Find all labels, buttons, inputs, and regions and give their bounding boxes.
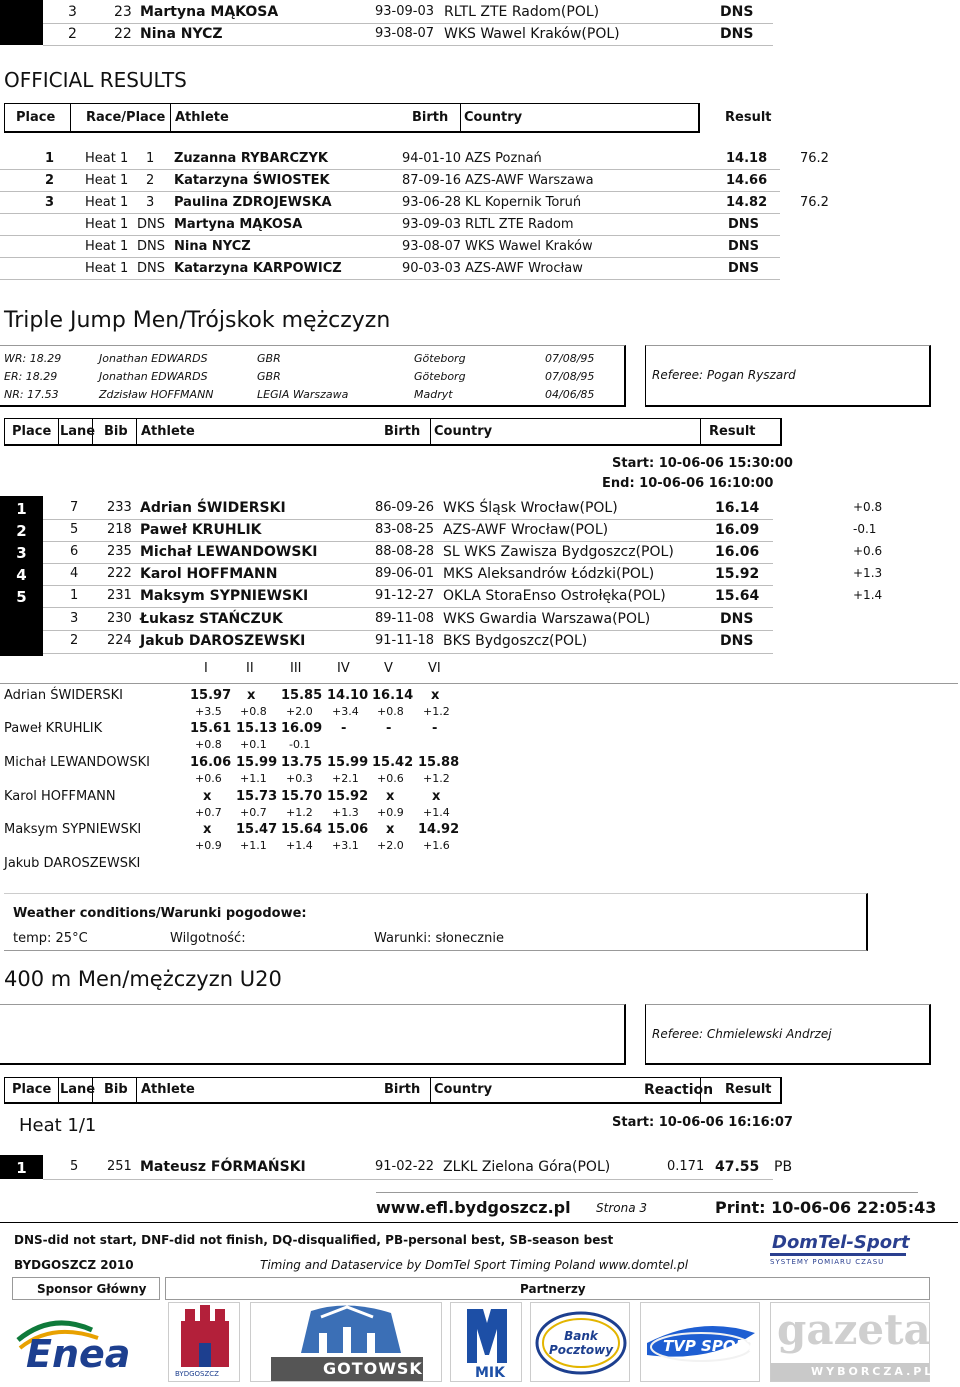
bib: 231 xyxy=(107,588,132,603)
round-label: I xyxy=(204,661,208,676)
footer-url[interactable]: www.efl.bydgoszcz.pl xyxy=(376,1198,571,1217)
birth: 93-09-03 xyxy=(375,4,435,19)
club: OKLA StoraEnso Ostrołęka(POL) xyxy=(443,588,666,604)
series-athlete: Paweł KRUHLIK xyxy=(4,721,103,736)
wind: +0.6 xyxy=(377,772,404,785)
athlete: Maksym SYPNIEWSKI xyxy=(140,588,309,604)
record-date: 07/08/95 xyxy=(545,370,595,383)
record-date: 07/08/95 xyxy=(545,352,595,365)
series-athlete: Karol HOFFMANN xyxy=(4,789,116,804)
bib: 22 xyxy=(114,26,132,42)
lane: 3 xyxy=(70,611,79,626)
athlete: Martyna MĄKOSA xyxy=(140,4,279,20)
place: 1 xyxy=(16,1159,27,1177)
lane: 6 xyxy=(70,544,79,559)
record-place: Göteborg xyxy=(414,352,466,365)
club: KL Kopernik Toruń xyxy=(465,195,582,210)
wind: +0.9 xyxy=(195,839,222,852)
bib: 224 xyxy=(107,633,132,648)
record-name: Jonathan EDWARDS xyxy=(99,370,208,383)
place: 4 xyxy=(16,566,27,584)
wind: +1.2 xyxy=(286,806,313,819)
wind: +1.3 xyxy=(332,806,359,819)
wind: +1.2 xyxy=(423,772,450,785)
mark: 16.14 xyxy=(372,688,414,703)
wind: +2.1 xyxy=(332,772,359,785)
race: Heat 1 xyxy=(85,151,129,166)
round-label: IV xyxy=(337,661,350,676)
athlete: Zuzanna RYBARCZYK xyxy=(174,151,328,166)
result: 47.55 xyxy=(715,1159,760,1175)
mark: 16.06 xyxy=(190,755,232,770)
mik-logo-text: MIK xyxy=(475,1365,505,1381)
club: WKS Wawel Kraków(POL) xyxy=(444,26,620,42)
tvp-sport-logo xyxy=(640,1302,760,1382)
club: ZLKL Zielona Góra(POL) xyxy=(443,1159,611,1175)
mark: x xyxy=(386,822,395,837)
tvp-sport-text: TVP SPORT xyxy=(663,1337,757,1355)
enea-logo-text: Enea xyxy=(26,1332,131,1376)
mark: x xyxy=(203,822,212,837)
birth: 88-08-28 xyxy=(375,544,435,559)
sponsor-label: Sponsor Główny xyxy=(37,1282,147,1296)
wind: +1.3 xyxy=(853,566,883,580)
lane: 2 xyxy=(68,26,77,42)
mark: 15.97 xyxy=(190,688,232,703)
place: 2 xyxy=(16,522,27,540)
weather-humidity: Wilgotność: xyxy=(170,931,246,946)
place: 3 xyxy=(16,544,27,562)
club: RLTL ZTE Radom xyxy=(465,217,574,232)
weather-temp: temp: 25°C xyxy=(13,931,88,946)
referee: Referee: Chmielewski Andrzej xyxy=(652,1027,832,1041)
bydgoszcz-crest-text: BYDGOSZCZ xyxy=(175,1370,219,1378)
athlete: Jakub DAROSZEWSKI xyxy=(140,633,306,649)
series-athlete: Jakub DAROSZEWSKI xyxy=(4,856,141,871)
club: WKS Wawel Kraków xyxy=(465,239,593,254)
bib: 235 xyxy=(107,544,132,559)
race-place: DNS xyxy=(137,261,165,276)
mark: 15.99 xyxy=(327,755,369,770)
round-label: V xyxy=(384,661,393,676)
race-place: DNS xyxy=(137,217,165,232)
bib: 218 xyxy=(107,522,132,537)
print-time: Print: 10-06-06 22:05:43 xyxy=(715,1198,937,1217)
record-place: Madryt xyxy=(414,388,453,401)
lane: 5 xyxy=(70,1159,79,1174)
wind: +1.4 xyxy=(423,806,450,819)
col-result: Result xyxy=(725,110,772,125)
result: DNS xyxy=(720,4,754,20)
record-date: 04/06/85 xyxy=(545,388,595,401)
heat-title: Heat 1/1 xyxy=(19,1115,97,1136)
end-time: End: 10-06-06 16:10:00 xyxy=(602,476,774,491)
birth: 93-08-07 xyxy=(375,26,435,41)
col-athlete: Athlete xyxy=(141,1082,195,1097)
place: 5 xyxy=(16,588,27,606)
partners-label: Partnerzy xyxy=(520,1282,586,1296)
result: DNS xyxy=(728,217,760,232)
birth: 93-09-03 xyxy=(402,217,462,232)
section-title: Triple Jump Men/Trójskok mężczyzn xyxy=(4,308,391,333)
wind: +0.3 xyxy=(286,772,313,785)
wind: +3.5 xyxy=(195,705,222,718)
athlete: Nina NYCZ xyxy=(174,239,251,254)
birth: 90-03-03 xyxy=(402,261,462,276)
wind: +0.6 xyxy=(195,772,222,785)
mark: 16.09 xyxy=(281,721,323,736)
result: 14.66 xyxy=(726,173,768,188)
extra: 76.2 xyxy=(800,195,829,210)
mark: - xyxy=(432,721,438,736)
mark: 15.64 xyxy=(281,822,323,837)
bib: 23 xyxy=(114,4,132,20)
mark: 15.47 xyxy=(236,822,278,837)
timing-credit: Timing and Dataservice by DomTel Sport Timing Poland www.domtel.pl xyxy=(260,1258,689,1272)
result: DNS xyxy=(728,261,760,276)
wind: +0.8 xyxy=(853,500,883,514)
wind: -0.1 xyxy=(289,738,311,751)
place: 3 xyxy=(45,195,55,210)
wind: +1.2 xyxy=(423,705,450,718)
race-place: 1 xyxy=(146,151,155,166)
records-box xyxy=(0,1004,626,1065)
mark: 15.70 xyxy=(281,789,323,804)
col-birth: Birth xyxy=(412,110,449,125)
athlete: Paweł KRUHLIK xyxy=(140,522,262,538)
lane: 2 xyxy=(70,633,79,648)
mark: 14.92 xyxy=(418,822,460,837)
athlete: Łukasz STAŃCZUK xyxy=(140,611,283,627)
wind: +0.6 xyxy=(853,544,883,558)
result: DNS xyxy=(720,26,754,42)
club: AZS-AWF Wrocław(POL) xyxy=(443,522,609,538)
referee: Referee: Pogan Ryszard xyxy=(652,368,796,382)
club: AZS-AWF Wrocław xyxy=(465,261,583,276)
section-title: 400 m Men/mężczyzn U20 xyxy=(4,967,282,991)
result: DNS xyxy=(728,239,760,254)
athlete: Adrian ŚWIDERSKI xyxy=(140,500,286,516)
wind: +1.1 xyxy=(240,839,267,852)
mik-logo xyxy=(450,1302,522,1382)
athlete: Nina NYCZ xyxy=(140,26,223,42)
bank-pocztowy-logo xyxy=(530,1302,630,1382)
wind: -0.1 xyxy=(853,522,877,536)
mark: x xyxy=(203,789,212,804)
col-athlete: Athlete xyxy=(175,110,229,125)
gotowski-logo-text: GOTOWSKI xyxy=(323,1359,430,1378)
col-lane: Lane xyxy=(60,1082,96,1097)
bank-pocztowy-text: Bank Pocztowy xyxy=(548,1329,614,1357)
wind: +0.8 xyxy=(377,705,404,718)
col-bib: Bib xyxy=(104,1082,128,1097)
wind: +2.0 xyxy=(377,839,404,852)
result: 16.14 xyxy=(715,500,760,516)
reaction: 0.171 xyxy=(667,1159,705,1174)
mark: 15.42 xyxy=(372,755,414,770)
col-result: Result xyxy=(709,424,756,439)
wind: +1.6 xyxy=(423,839,450,852)
club: WKS Gwardia Warszawa(POL) xyxy=(443,611,651,627)
birth: 87-09-16 xyxy=(402,173,462,188)
bib: 251 xyxy=(107,1159,132,1174)
birth: 91-02-22 xyxy=(375,1159,435,1174)
race: Heat 1 xyxy=(85,261,129,276)
birth: 91-12-27 xyxy=(375,588,435,603)
mark: - xyxy=(341,721,347,736)
mark: 15.13 xyxy=(236,721,278,736)
record-name: Jonathan EDWARDS xyxy=(99,352,208,365)
place: 1 xyxy=(45,151,55,166)
place: 1 xyxy=(16,500,27,518)
club: SL WKS Zawisza Bydgoszcz(POL) xyxy=(443,544,674,560)
club: AZS-AWF Warszawa xyxy=(465,173,594,188)
record-nat: LEGIA Warszawa xyxy=(257,388,349,401)
result: 14.82 xyxy=(726,195,768,210)
athlete: Mateusz FÓRMAŃSKI xyxy=(140,1159,306,1175)
note: PB xyxy=(774,1159,793,1175)
club: BKS Bydgoszcz(POL) xyxy=(443,633,588,649)
mark: x xyxy=(386,789,395,804)
record-code: WR: 18.29 xyxy=(4,352,62,365)
series-athlete: Adrian ŚWIDERSKI xyxy=(4,688,124,703)
series-athlete: Michał LEWANDOWSKI xyxy=(4,755,150,770)
club: RLTL ZTE Radom(POL) xyxy=(444,4,600,20)
col-country: Country xyxy=(434,424,493,439)
mark: 15.85 xyxy=(281,688,323,703)
result: 15.92 xyxy=(715,566,760,582)
weather-conditions: Warunki: słonecznie xyxy=(374,931,504,946)
extra: 76.2 xyxy=(800,151,829,166)
col-place: Place xyxy=(12,424,52,439)
result: DNS xyxy=(720,611,754,627)
start-time: Start: 10-06-06 15:30:00 xyxy=(612,456,793,471)
col-bib: Bib xyxy=(104,424,128,439)
mark: 15.88 xyxy=(418,755,460,770)
domtel-logo-text: DomTel-Sport xyxy=(772,1232,910,1253)
club: AZS Poznań xyxy=(465,151,542,166)
gazeta-logo xyxy=(770,1302,935,1382)
start-time: Start: 10-06-06 16:16:07 xyxy=(612,1115,793,1130)
weather-title: Weather conditions/Warunki pogodowe: xyxy=(13,906,307,921)
lane: 5 xyxy=(70,522,79,537)
record-nat: GBR xyxy=(257,352,281,365)
wind: +1.1 xyxy=(240,772,267,785)
col-birth: Birth xyxy=(384,424,421,439)
mark: x xyxy=(432,789,441,804)
col-lane: Lane xyxy=(60,424,96,439)
wind: +0.7 xyxy=(240,806,267,819)
lane: 1 xyxy=(70,588,79,603)
bib: 230 xyxy=(107,611,132,626)
result: 16.09 xyxy=(715,522,760,538)
wind: +0.8 xyxy=(240,705,267,718)
wind: +1.4 xyxy=(286,839,313,852)
record-code: ER: 18.29 xyxy=(4,370,58,383)
wind: +0.1 xyxy=(240,738,267,751)
round-label: II xyxy=(246,661,254,676)
race: Heat 1 xyxy=(85,239,129,254)
birth: 89-06-01 xyxy=(375,566,435,581)
athlete: Michał LEWANDOWSKI xyxy=(140,544,318,560)
mark: 15.99 xyxy=(236,755,278,770)
result: 16.06 xyxy=(715,544,760,560)
record-place: Göteborg xyxy=(414,370,466,383)
city: BYDGOSZCZ 2010 xyxy=(14,1258,134,1272)
round-label: VI xyxy=(428,661,441,676)
club: MKS Aleksandrów Łódzki(POL) xyxy=(443,566,655,582)
gotowski-logo xyxy=(250,1302,442,1382)
race: Heat 1 xyxy=(85,173,129,188)
birth: 91-11-18 xyxy=(375,633,435,648)
series-athlete: Maksym SYPNIEWSKI xyxy=(4,822,142,837)
race: Heat 1 xyxy=(85,195,129,210)
birth: 83-08-25 xyxy=(375,522,435,537)
mark: - xyxy=(386,721,392,736)
gazeta-logo-sub: WYBORCZA.PL xyxy=(811,1365,935,1378)
birth: 94-01-10 xyxy=(402,151,462,166)
record-code: NR: 17.53 xyxy=(4,388,59,401)
race: Heat 1 xyxy=(85,217,129,232)
mark: x xyxy=(431,688,440,703)
mark: x xyxy=(247,688,256,703)
wind: +0.7 xyxy=(195,806,222,819)
result: DNS xyxy=(720,633,754,649)
domtel-logo-sub: SYSTEMY POMIARU CZASU xyxy=(770,1258,885,1266)
wind: +3.1 xyxy=(332,839,359,852)
gazeta-logo-text: gazeta xyxy=(777,1305,931,1354)
col-race: Race/Place xyxy=(86,110,166,125)
birth: 93-06-28 xyxy=(402,195,462,210)
col-country: Country xyxy=(434,1082,493,1097)
mark: 15.73 xyxy=(236,789,278,804)
mark: 15.92 xyxy=(327,789,369,804)
race-place: 3 xyxy=(146,195,155,210)
enea-logo xyxy=(12,1302,160,1382)
col-birth: Birth xyxy=(384,1082,421,1097)
bydgoszcz-crest xyxy=(168,1302,240,1382)
athlete: Karol HOFFMANN xyxy=(140,566,278,582)
result: 15.64 xyxy=(715,588,760,604)
birth: 93-08-07 xyxy=(402,239,462,254)
athlete: Katarzyna ŚWIOSTEK xyxy=(174,173,330,188)
wind: +0.8 xyxy=(195,738,222,751)
mark: 13.75 xyxy=(281,755,323,770)
mark: 14.10 xyxy=(327,688,369,703)
lane: 3 xyxy=(68,4,77,20)
athlete: Paulina ZDROJEWSKA xyxy=(174,195,332,210)
wind: +3.4 xyxy=(332,705,359,718)
bib: 233 xyxy=(107,500,132,515)
col-place: Place xyxy=(12,1082,52,1097)
athlete: Martyna MĄKOSA xyxy=(174,217,303,232)
col-athlete: Athlete xyxy=(141,424,195,439)
race-place: 2 xyxy=(146,173,155,188)
record-name: Zdzisław HOFFMANN xyxy=(99,388,214,401)
birth: 89-11-08 xyxy=(375,611,435,626)
mark: 15.61 xyxy=(190,721,232,736)
round-label: III xyxy=(290,661,302,676)
col-result: Result xyxy=(725,1082,772,1097)
result: 14.18 xyxy=(726,151,768,166)
wind: +1.4 xyxy=(853,588,883,602)
col-country: Country xyxy=(464,110,523,125)
col-reaction: Reaction xyxy=(644,1082,714,1098)
lane: 4 xyxy=(70,566,79,581)
mark: 15.06 xyxy=(327,822,369,837)
place: 2 xyxy=(45,173,55,188)
race-place: DNS xyxy=(137,239,165,254)
wind: +0.9 xyxy=(377,806,404,819)
athlete: Katarzyna KARPOWICZ xyxy=(174,261,342,276)
wind: +2.0 xyxy=(286,705,313,718)
bib: 222 xyxy=(107,566,132,581)
legend: DNS-did not start, DNF-did not finish, DQ-disqualified, PB-personal best, SB-season best xyxy=(14,1233,614,1247)
birth: 86-09-26 xyxy=(375,500,435,515)
record-nat: GBR xyxy=(257,370,281,383)
page-number: Strona 3 xyxy=(596,1201,648,1215)
col-place: Place xyxy=(16,110,56,125)
lane: 7 xyxy=(70,500,79,515)
official-results-title: OFFICIAL RESULTS xyxy=(4,68,187,92)
club: WKS Śląsk Wrocław(POL) xyxy=(443,500,618,516)
